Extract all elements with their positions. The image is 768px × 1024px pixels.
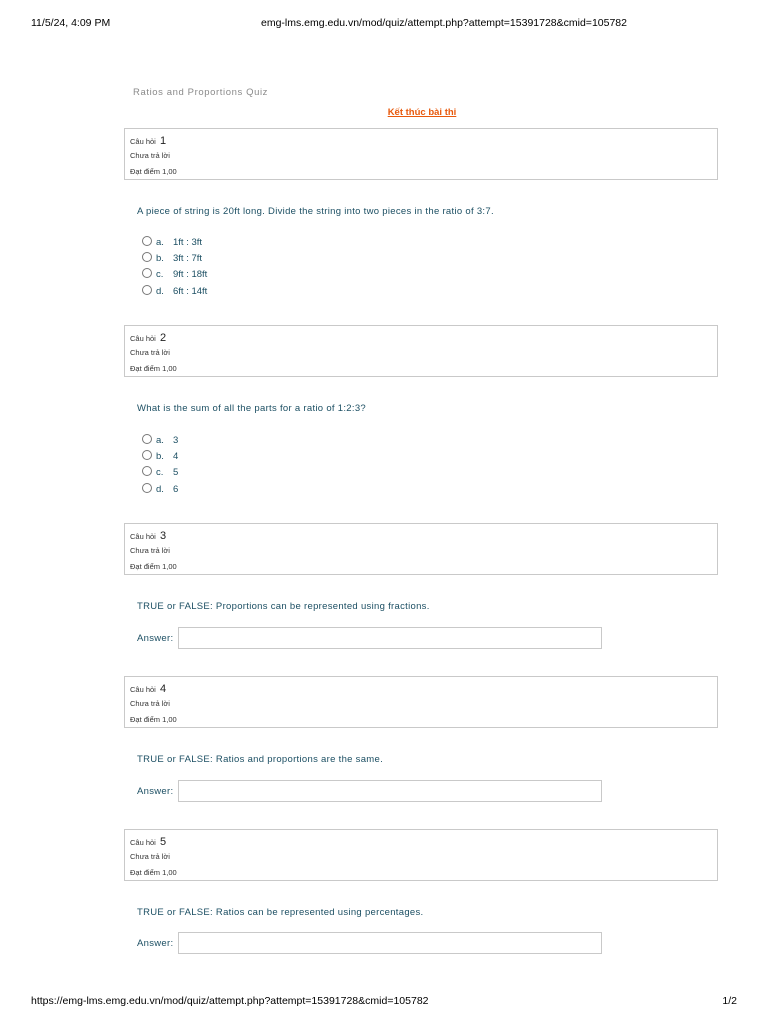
radio-button[interactable] [142,236,152,246]
radio-button[interactable] [142,450,152,460]
question-number: Câu hỏi 1 [130,135,167,147]
q1-option-a[interactable]: a. 1ft : 3ft [142,236,202,248]
q2-option-a[interactable]: a. 3 [142,434,178,446]
question-text-1: A piece of string is 20ft long. Divide the string into two pieces in the ratio of 3:7. [137,206,494,217]
question-state: Chưa trả lời [130,348,170,357]
q1-option-d[interactable]: d. 6ft : 14ft [142,285,207,297]
question-info-4 [124,676,718,728]
print-datetime: 11/5/24, 4:09 PM [31,17,111,29]
radio-button[interactable] [142,252,152,262]
print-header [31,17,737,31]
radio-button[interactable] [142,466,152,476]
question-state: Chưa trả lời [130,699,170,708]
question-text-4: TRUE or FALSE: Ratios and proportions are the same. [137,754,384,765]
q1-option-b[interactable]: b. 3ft : 7ft [142,252,202,264]
q2-option-c[interactable]: c. 5 [142,466,178,478]
question-number: Câu hỏi 4 [130,683,167,695]
question-text-3: TRUE or FALSE: Proportions can be represented using fractions. [137,601,430,612]
q2-option-d[interactable]: d. 6 [142,483,178,495]
q2-option-b[interactable]: b. 4 [142,450,178,462]
question-info-5 [124,829,718,881]
answer-label: Answer: [137,786,174,797]
quiz-title: Ratios and Proportions Quiz [133,87,269,98]
answer-input-5[interactable] [178,932,602,954]
question-grade: Đạt điểm 1,00 [130,167,177,176]
radio-button[interactable] [142,285,152,295]
question-text-2: What is the sum of all the parts for a ratio of 1:2:3? [137,403,366,414]
question-number: Câu hỏi 5 [130,836,167,848]
radio-button[interactable] [142,434,152,444]
question-grade: Đạt điểm 1,00 [130,562,177,571]
answer-label: Answer: [137,938,174,949]
radio-button[interactable] [142,268,152,278]
answer-label: Answer: [137,633,174,644]
print-footer [31,995,737,1009]
footer-url: https://emg-lms.emg.edu.vn/mod/quiz/attempt.php?attempt=15391728&cmid=105782 [31,995,429,1007]
question-state: Chưa trả lời [130,546,170,555]
print-url: emg-lms.emg.edu.vn/mod/quiz/attempt.php?attempt=15391728&cmid=105782 [261,17,627,29]
question-grade: Đạt điểm 1,00 [130,364,177,373]
question-info-1 [124,128,718,180]
question-grade: Đạt điểm 1,00 [130,868,177,877]
question-state: Chưa trả lời [130,852,170,861]
question-number: Câu hỏi 3 [130,530,167,542]
question-info-3 [124,523,718,575]
radio-button[interactable] [142,483,152,493]
answer-input-3[interactable] [178,627,602,649]
finish-attempt-link[interactable]: Kết thúc bài thi [387,107,457,118]
q1-option-c[interactable]: c. 9ft : 18ft [142,268,207,280]
answer-input-4[interactable] [178,780,602,802]
question-state: Chưa trả lời [130,151,170,160]
question-grade: Đạt điểm 1,00 [130,715,177,724]
question-info-2 [124,325,718,377]
page-number: 1/2 [722,995,737,1007]
question-text-5: TRUE or FALSE: Ratios can be represented using percentages. [137,907,424,918]
question-number: Câu hỏi 2 [130,332,167,344]
